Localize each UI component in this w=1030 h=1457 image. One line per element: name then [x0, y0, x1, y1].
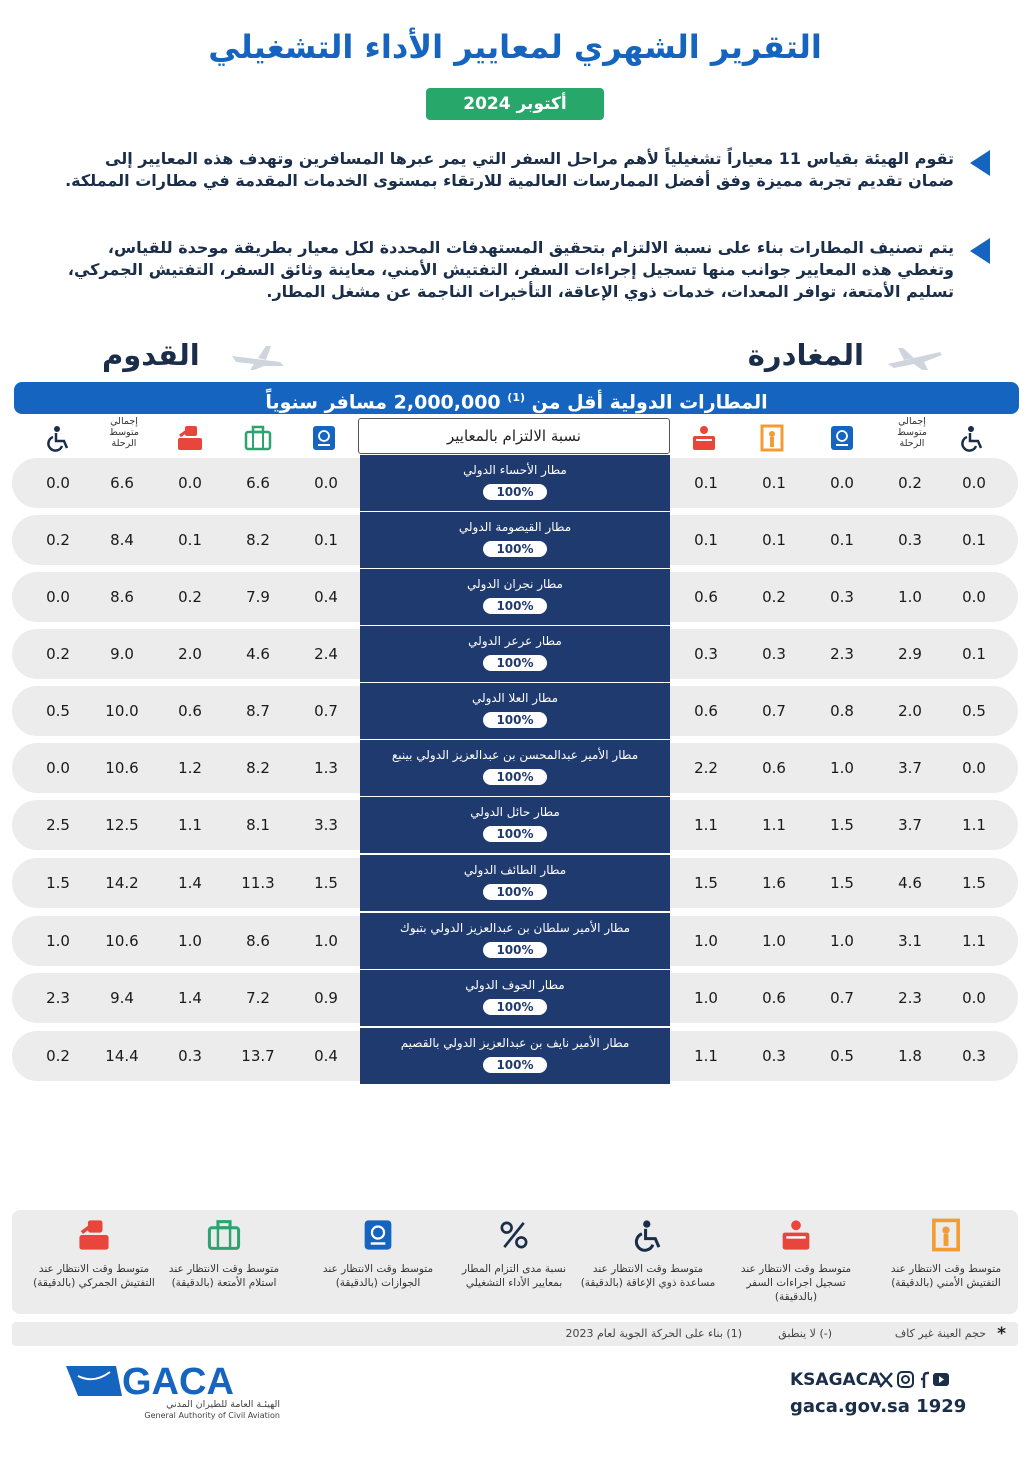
arrival-value-cell: 1.2	[178, 759, 202, 777]
arrival-value-cell: 0.0	[46, 759, 70, 777]
band-footnote-ref: (1)	[507, 391, 525, 404]
departure-value-cell: 1.5	[962, 874, 986, 892]
departure-value-cell: 0.2	[898, 474, 922, 492]
arrival-value-cell: 0.5	[46, 702, 70, 720]
departure-value-cell: 1.5	[830, 874, 854, 892]
legend	[12, 1210, 1018, 1314]
departure-value-cell: 0.7	[762, 702, 786, 720]
arrival-value-cell: 1.5	[314, 874, 338, 892]
airport-cell	[360, 970, 670, 1026]
compliance-percent-badge: 100%	[483, 484, 547, 500]
airport-category-band	[14, 382, 1019, 414]
airport-cell	[360, 797, 670, 853]
arrival-value-cell: 8.1	[246, 816, 270, 834]
compliance-header: نسبة الالتزام بالمعايير	[358, 418, 670, 454]
departure-value-cell: 0.0	[830, 474, 854, 492]
compliance-percent-badge: 100%	[483, 598, 547, 614]
instagram-icon	[898, 1372, 913, 1387]
arrival-title: القدوم	[102, 338, 200, 372]
legend-item-passport	[310, 1218, 446, 1290]
arrival-value-cell: 3.3	[314, 816, 338, 834]
departure-value-cell: 0.3	[830, 588, 854, 606]
baggage-icon	[207, 1218, 241, 1252]
bullet-arrow-icon	[970, 238, 990, 264]
arrival-value-cell: 0.4	[314, 588, 338, 606]
arrival-plane-icon	[228, 342, 288, 372]
airport-name: مطار الطائف الدولي	[463, 863, 567, 877]
arrival-value-cell: 2.3	[46, 989, 70, 1007]
airport-cell	[360, 740, 670, 796]
departure-value-cell: 0.0	[962, 588, 986, 606]
compliance-percent-badge: 100%	[483, 769, 547, 785]
arrival-value-cell: 8.2	[246, 531, 270, 549]
arrival-value-cell: 10.0	[105, 702, 139, 720]
wheelchair-icon	[44, 424, 72, 452]
compliance-percent-badge: 100%	[483, 826, 547, 842]
band-text-2: 2,000,000 مسافر سنوياً	[265, 391, 501, 414]
departure-value-cell: 0.3	[962, 1047, 986, 1065]
airport-cell	[360, 626, 670, 682]
departure-value-cell: 1.0	[830, 759, 854, 777]
compliance-percent-badge: 100%	[483, 655, 547, 671]
departure-value-cell: 0.1	[694, 531, 718, 549]
note-not-applicable: (-) لا ينطبق	[778, 1327, 832, 1340]
departure-value-cell: 0.0	[962, 989, 986, 1007]
arrival-value-cell: 1.5	[46, 874, 70, 892]
departure-value-cell: 2.3	[898, 989, 922, 1007]
note-traffic-basis: (1) بناء على الحركة الجوية لعام 2023	[565, 1327, 742, 1340]
arrival-value-cell: 10.6	[105, 759, 139, 777]
arrival-value-cell: 8.7	[246, 702, 270, 720]
legend-item-compliance	[446, 1218, 582, 1290]
arrival-value-cell: 0.3	[178, 1047, 202, 1065]
departure-value-cell: 0.1	[962, 531, 986, 549]
arrival-value-cell: 0.1	[314, 531, 338, 549]
arrival-value-cell: 8.6	[110, 588, 134, 606]
airport-cell	[360, 455, 670, 511]
bullet-arrow-icon	[970, 150, 990, 176]
arrival-value-cell: 8.4	[110, 531, 134, 549]
arrival-value-cell: 0.4	[314, 1047, 338, 1065]
arrival-value-cell: 0.2	[46, 645, 70, 663]
facebook-icon	[921, 1373, 929, 1388]
departure-value-cell: 0.1	[962, 645, 986, 663]
airport-cell	[360, 855, 670, 911]
departure-value-cell: 1.0	[694, 932, 718, 950]
arrival-value-cell: 2.5	[46, 816, 70, 834]
arrival-value-cell: 1.0	[178, 932, 202, 950]
percent-icon	[497, 1218, 531, 1252]
departure-value-cell: 3.7	[898, 816, 922, 834]
youtube-icon	[933, 1373, 949, 1386]
arrival-value-cell: 0.6	[178, 702, 202, 720]
airport-cell	[360, 913, 670, 969]
arrival-value-cell: 11.3	[241, 874, 275, 892]
arrival-value-cell: 6.6	[246, 474, 270, 492]
departure-value-cell: 1.0	[898, 588, 922, 606]
legend-label: متوسط وقت الانتظار عند مساعدة ذوي الإعاقة (بالدقيقة)	[580, 1263, 716, 1289]
departure-value-cell: 4.6	[898, 874, 922, 892]
arrival-value-cell: 1.0	[46, 932, 70, 950]
departure-value-cell: 0.1	[830, 531, 854, 549]
departure-value-cell: 0.6	[694, 702, 718, 720]
airport-name: مطار العلا الدولي	[471, 691, 559, 705]
social-icons	[878, 1370, 950, 1390]
total-trip-header-departure: إجمالي متوسط الرحلة	[897, 416, 927, 449]
arrival-value-cell: 0.2	[46, 1047, 70, 1065]
gaca-logo-text: GACA	[122, 1362, 234, 1403]
departure-plane-icon	[884, 342, 944, 372]
band-text: المطارات الدولية أقل من	[531, 391, 768, 414]
arrival-value-cell: 9.4	[110, 989, 134, 1007]
compliance-percent-badge: 100%	[483, 712, 547, 728]
compliance-percent-badge: 100%	[483, 999, 547, 1015]
compliance-percent-badge: 100%	[483, 541, 547, 557]
departure-value-cell: 2.3	[830, 645, 854, 663]
departure-value-cell: 2.2	[694, 759, 718, 777]
intro-paragraph-2: يتم تصنيف المطارات بناء على نسبة الالتزام بتحقيق المستهدفات المحددة لكل معيار بطريقة موحدة للقياس، وتغطي هذه المعايير جوانب منها تسجيل إجراءات السفر، التفتيش الأمني، معاينة وثائق السفر، التفتيش الجمركي، تسليم الأمتعة، توافر المعدات، خدمات ذوي الإعاقة، التأخيرات الناجمة عن مشغل المطار.	[67, 238, 954, 301]
airport-cell	[360, 569, 670, 625]
legend-label: متوسط وقت الانتظار عند التفتيش الجمركي (بالدقيقة)	[33, 1263, 155, 1289]
airport-name: مطار حائل الدولي	[470, 805, 560, 819]
departure-value-cell: 1.8	[898, 1047, 922, 1065]
legend-label: متوسط وقت الانتظار عند استلام الأمتعة (بالدقيقة)	[168, 1263, 280, 1289]
departure-value-cell: 0.0	[962, 474, 986, 492]
legend-label: متوسط وقت الانتظار عند التفتيش الأمني (بالدقيقة)	[890, 1263, 1002, 1289]
passport-icon	[310, 424, 338, 452]
arrival-value-cell: 0.1	[178, 531, 202, 549]
airport-name: مطار الأحساء الدولي	[463, 463, 567, 477]
legend-label: متوسط وقت الانتظار عند تسجيل اجراءات السفر (بالدقيقة)	[740, 1263, 852, 1303]
airport-name: مطار الجوف الدولي	[465, 978, 565, 992]
departure-value-cell: 0.3	[762, 645, 786, 663]
departure-value-cell: 0.2	[762, 588, 786, 606]
departure-value-cell: 0.6	[762, 989, 786, 1007]
departure-value-cell: 0.1	[694, 474, 718, 492]
airport-cell	[360, 1028, 670, 1084]
star-marker: *	[997, 1324, 1006, 1344]
departure-value-cell: 0.0	[962, 759, 986, 777]
arrival-value-cell: 7.2	[246, 989, 270, 1007]
departure-value-cell: 1.1	[694, 1047, 718, 1065]
passport-icon	[828, 424, 856, 452]
x-icon	[880, 1373, 892, 1387]
arrival-value-cell: 14.2	[105, 874, 139, 892]
note-sample-size: حجم العينة غير كاف	[894, 1327, 986, 1340]
departure-value-cell: 0.3	[898, 531, 922, 549]
legend-item-baggage	[156, 1218, 292, 1290]
departure-value-cell: 1.0	[762, 932, 786, 950]
arrival-value-cell: 0.2	[46, 531, 70, 549]
customs-icon	[77, 1218, 111, 1252]
departure-value-cell: 1.0	[694, 989, 718, 1007]
departure-value-cell: 0.6	[762, 759, 786, 777]
arrival-value-cell: 7.9	[246, 588, 270, 606]
departure-value-cell: 1.5	[694, 874, 718, 892]
departure-value-cell: 0.6	[694, 588, 718, 606]
footnotes	[12, 1322, 1018, 1346]
legend-item-security	[878, 1218, 1014, 1290]
arrival-value-cell: 0.0	[46, 474, 70, 492]
arrival-value-cell: 0.2	[178, 588, 202, 606]
arrival-value-cell: 1.1	[178, 816, 202, 834]
airport-name: مطار القيصومة الدولي	[458, 520, 572, 534]
arrival-value-cell: 0.0	[314, 474, 338, 492]
departure-value-cell: 1.1	[962, 816, 986, 834]
customs-icon	[176, 424, 204, 452]
security-icon	[758, 424, 786, 452]
departure-value-cell: 1.5	[830, 816, 854, 834]
page-title: التقرير الشهري لمعايير الأداء التشغيلي	[208, 28, 822, 66]
legend-label: نسبة مدى التزام المطار بمعايير الأداء التشغيلي	[461, 1263, 567, 1289]
legend-item-disability	[580, 1218, 716, 1290]
departure-value-cell: 0.1	[762, 531, 786, 549]
departure-value-cell: 1.0	[830, 932, 854, 950]
departure-value-cell: 0.1	[762, 474, 786, 492]
arrival-value-cell: 2.4	[314, 645, 338, 663]
departure-value-cell: 1.1	[762, 816, 786, 834]
intro-paragraph-1: تقوم الهيئة بقياس 11 معياراً تشغيلياً لأهم مراحل السفر التي يمر عبرها المسافرين وتهدف هذه المعايير إلى ضمان تقديم تجربة مميزة وفق أفضل الممارسات العالمية للارتقاء بمستوى الخدمات المقدمة في مطارات المملكة.	[65, 149, 954, 190]
compliance-percent-badge: 100%	[483, 942, 547, 958]
departure-value-cell: 0.8	[830, 702, 854, 720]
compliance-percent-badge: 100%	[483, 1057, 547, 1073]
arrival-value-cell: 14.4	[105, 1047, 139, 1065]
arrival-value-cell: 1.4	[178, 874, 202, 892]
arrival-value-cell: 0.0	[46, 588, 70, 606]
departure-value-cell: 3.7	[898, 759, 922, 777]
departure-value-cell: 0.5	[830, 1047, 854, 1065]
legend-item-checkin	[728, 1218, 864, 1304]
arrival-value-cell: 9.0	[110, 645, 134, 663]
arrival-value-cell: 1.0	[314, 932, 338, 950]
departure-value-cell: 1.6	[762, 874, 786, 892]
departure-value-cell: 1.1	[694, 816, 718, 834]
arrival-value-cell: 4.6	[246, 645, 270, 663]
airport-cell	[360, 512, 670, 568]
wheelchair-icon	[631, 1218, 665, 1252]
wheelchair-icon	[958, 424, 986, 452]
arrival-value-cell: 8.2	[246, 759, 270, 777]
departure-value-cell: 0.5	[962, 702, 986, 720]
departure-value-cell: 0.7	[830, 989, 854, 1007]
date-badge: أكتوبر 2024	[426, 88, 604, 120]
arrival-value-cell: 0.9	[314, 989, 338, 1007]
security-icon	[929, 1218, 963, 1252]
departure-title: المغادرة	[747, 338, 864, 372]
org-name-english: General Authority of Civil Aviation	[144, 1411, 280, 1420]
arrival-value-cell: 6.6	[110, 474, 134, 492]
social-handle: KSAGACA	[790, 1370, 882, 1390]
departure-value-cell: 0.3	[694, 645, 718, 663]
arrival-value-cell: 0.7	[314, 702, 338, 720]
airport-name: مطار الأمير نايف بن عبدالعزيز الدولي بالقصيم	[400, 1036, 630, 1050]
arrival-value-cell: 13.7	[241, 1047, 275, 1065]
airport-name: مطار الأمير عبدالمحسن بن عبدالعزيز الدولي بينبع	[391, 748, 639, 762]
total-trip-header-arrival: إجمالي متوسط الرحلة	[109, 416, 139, 449]
arrival-value-cell: 1.4	[178, 989, 202, 1007]
legend-label: متوسط وقت الانتظار عند الجوازات (بالدقيقة)	[322, 1263, 434, 1289]
passport-icon	[361, 1218, 395, 1252]
arrival-value-cell: 12.5	[105, 816, 139, 834]
arrival-value-cell: 1.3	[314, 759, 338, 777]
org-name-arabic: الهيئـة العامة للطيران المدني	[166, 1399, 280, 1410]
legend-item-customs	[26, 1218, 162, 1290]
baggage-icon	[244, 424, 272, 452]
arrival-value-cell: 2.0	[178, 645, 202, 663]
departure-value-cell: 2.9	[898, 645, 922, 663]
airport-name: مطار عرعر الدولي	[468, 634, 562, 648]
departure-value-cell: 1.1	[962, 932, 986, 950]
checkin-icon	[690, 424, 718, 452]
arrival-value-cell: 8.6	[246, 932, 270, 950]
compliance-percent-badge: 100%	[483, 884, 547, 900]
airport-name: مطار نجران الدولي	[467, 577, 563, 591]
checkin-icon	[779, 1218, 813, 1252]
arrival-value-cell: 0.0	[178, 474, 202, 492]
airport-cell	[360, 683, 670, 739]
departure-value-cell: 2.0	[898, 702, 922, 720]
departure-value-cell: 3.1	[898, 932, 922, 950]
website-link[interactable]: gaca.gov.sa 1929	[790, 1396, 967, 1417]
departure-value-cell: 0.3	[762, 1047, 786, 1065]
arrival-value-cell: 10.6	[105, 932, 139, 950]
airport-name: مطار الأمير سلطان بن عبدالعزيز الدولي بتبوك	[399, 921, 631, 935]
